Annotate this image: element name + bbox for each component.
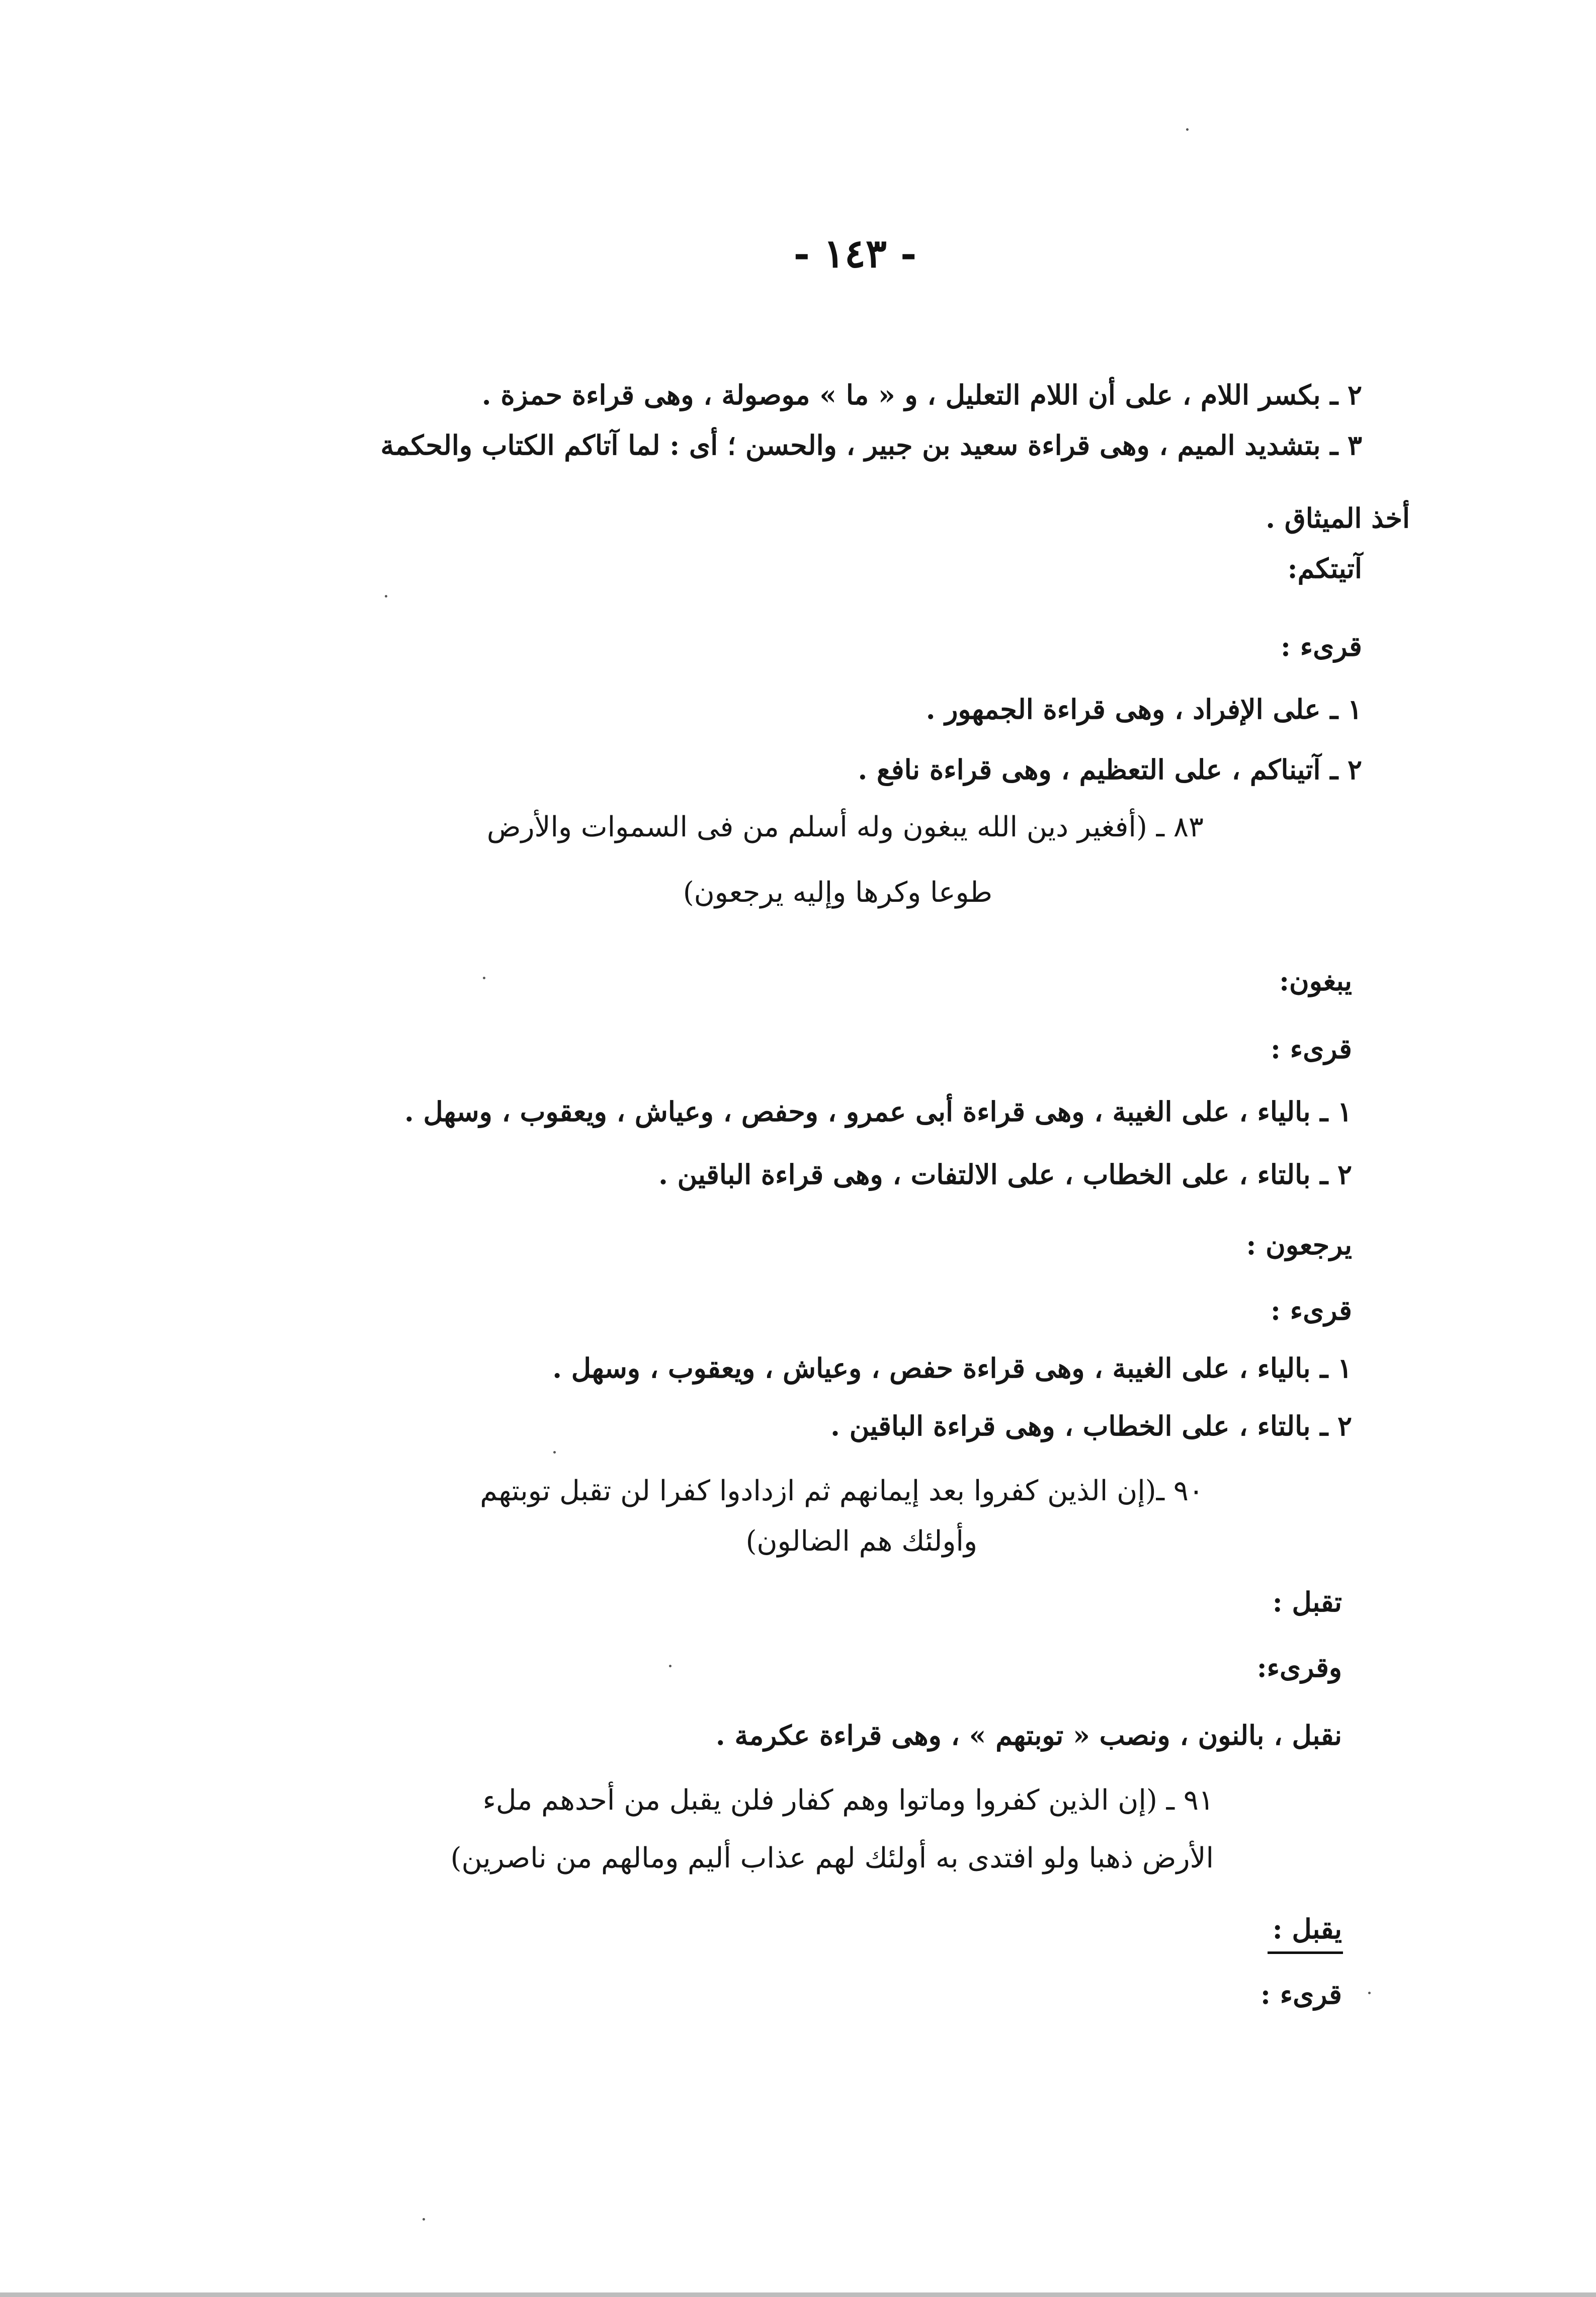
verse-91-line-2: الأرض ذهبا ولو افتدى به أولئك لهم عذاب أليم ومالهم من ناصرين)	[450, 1842, 1214, 1875]
qurie-label: قرىء :	[1261, 1978, 1342, 2010]
scan-speck	[669, 1665, 671, 1667]
reading-line-nun: نقبل ، بالنون ، ونصب « توبتهم » ، وهى قراءة عكرمة .	[715, 1719, 1342, 1751]
verse-90-line-2: وأولئك هم الضالون)	[745, 1525, 977, 1558]
reading-line-ta-khitab: ٢ ـ بالتاء ، على الخطاب ، وهى قراءة الباقين .	[830, 1410, 1352, 1442]
verse-91-line-1: ٩١ ـ (إن الذين كفروا وماتوا وهم كفار فلن يقبل من أحدهم ملء	[482, 1784, 1214, 1817]
reading-line-mithaq: أخذ الميثاق .	[1266, 502, 1410, 534]
qurie-label: وقرىء:	[1256, 1651, 1342, 1683]
reading-line-ya-ghayba: ١ ـ بالياء ، على الغيبة ، وهى قراءة حفص ، وعياش ، ويعقوب ، وسهل .	[552, 1352, 1352, 1384]
verse-90-line-1: ٩٠ ـ(إن الذين كفروا بعد إيمانهم ثم ازدادوا كفرا لن تقبل توبتهم	[480, 1475, 1204, 1507]
word-heading-yurjaun: يرجعون :	[1246, 1229, 1352, 1261]
reading-line-tazim: ٢ ـ آتيناكم ، على التعظيم ، وهى قراءة نافع .	[858, 753, 1362, 786]
heading-underline	[1268, 1951, 1343, 1954]
word-heading-yabghun: يبغون:	[1279, 965, 1352, 997]
reading-line-tashdid: ٣ ـ بتشديد الميم ، وهى قراءة سعيد بن جبير ، والحسن ؛ أى : لما آتاكم الكتاب والحكمة	[380, 429, 1362, 461]
word-heading-ataytukum: آتيتكم:	[1287, 552, 1362, 584]
reading-line-ifrad: ١ ـ على الإفراد ، وهى قراءة الجمهور .	[926, 693, 1362, 725]
verse-83-line-2: طوعا وكرها وإليه يرجعون)	[683, 876, 992, 909]
page-bottom-edge	[0, 2292, 1596, 2297]
scan-speck	[553, 1451, 556, 1454]
reading-line-3-kasr: ٢ ـ بكسر اللام ، على أن اللام التعليل ، و « ما » موصولة ، وهى قراءة حمزة .	[481, 379, 1362, 411]
scan-speck	[1368, 1992, 1371, 1994]
word-heading-tuqbal: تقبل :	[1272, 1586, 1342, 1618]
reading-line-ta-khitab: ٢ ـ بالتاء ، على الخطاب ، على الالتفات ، وهى قراءة الباقين .	[658, 1158, 1352, 1190]
qurie-label: قرىء :	[1281, 630, 1362, 662]
verse-83-line-1: ٨٣ ـ (أفغير دين الله يبغون وله أسلم من فى السموات والأرض	[486, 811, 1204, 843]
qurie-label: قرىء :	[1271, 1033, 1352, 1065]
reading-line-ya-ghayba: ١ ـ بالياء ، على الغيبة ، وهى قراءة أبى عمرو ، وحفص ، وعياش ، ويعقوب ، وسهل .	[404, 1095, 1352, 1128]
qurie-label: قرىء :	[1271, 1294, 1352, 1326]
scan-speck	[483, 977, 485, 979]
word-heading-yuqbal: يقبل :	[1272, 1913, 1342, 1945]
page-number: - ١٤٣ -	[793, 231, 917, 277]
scan-speck	[423, 2218, 425, 2221]
scan-speck	[1186, 128, 1189, 131]
scan-speck	[385, 595, 387, 598]
